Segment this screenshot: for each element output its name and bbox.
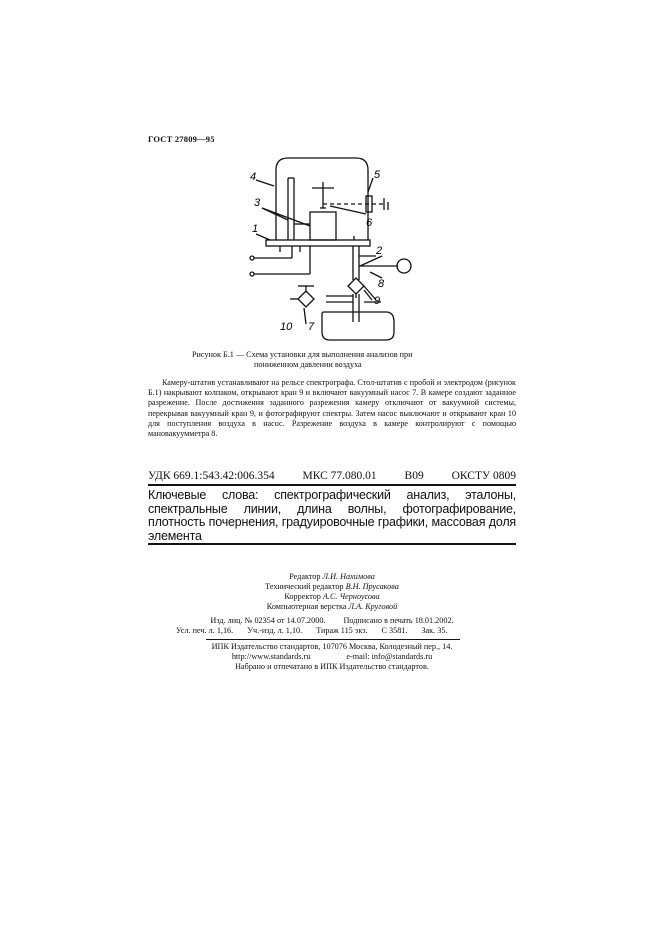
label-5: 5 xyxy=(374,169,381,181)
label-4: 4 xyxy=(250,171,257,183)
bell-jar xyxy=(276,158,368,240)
keywords: Ключевые слова: спектрографический анализ, эталоны, спектральные линии, длина волны, фотографирование, плотность почернения, градуировочные графики, массовая доля элемента xyxy=(148,488,516,543)
publisher-web[interactable]: http://www.standards.ru xyxy=(231,652,311,661)
valve-10 xyxy=(298,291,314,307)
imprint xyxy=(148,616,516,636)
table-plate xyxy=(266,240,370,246)
standard-header: ГОСТ 27809—95 xyxy=(148,134,215,144)
figure-caption xyxy=(192,350,476,370)
divider-bottom xyxy=(148,543,516,545)
publisher-block xyxy=(148,642,516,672)
divider-top xyxy=(148,484,516,486)
vacuum-gauge xyxy=(397,259,411,273)
valve-9 xyxy=(348,278,364,294)
group-code: В09 xyxy=(404,470,424,482)
imprint-divider xyxy=(206,639,460,640)
imprint-line-2: Усл. печ. л. 1,16. Уч.-изд. л. 1,10. Тираж 115 экз. С 3581. Зак. 35. xyxy=(176,626,448,635)
classification-row xyxy=(148,470,516,482)
label-3: 3 xyxy=(254,197,261,209)
label-7: 7 xyxy=(308,321,315,333)
label-1: 1 xyxy=(252,223,259,235)
procedure-paragraph: Камеру-штатив устанавливают на рельсе спектрографа. Стол-штатив с пробой и электродом (рисунок Б.1) накрывают колпаком, открывают кран 9 и включают вакуумный насос 7. В камере создают заданное разрежение. После достижения заданного разрежения камеру отключают от вакуумной системы, перекрывая вакуумный кран 9, и фотографируют спектры. Затем насос выключают и открывают кран 10 для поступления воздуха в насос. Разрежение воздуха в камере контролируют с помощью мановакуумметра 8. xyxy=(148,378,516,439)
label-6: 6 xyxy=(366,217,373,229)
imprint-line-1: Изд. лиц. № 02354 от 14.07.2000. Подписано в печать 18.01.2002. xyxy=(210,616,454,625)
editor-line: Редактор Л.И. Нахимова xyxy=(289,572,375,581)
editorial-credits xyxy=(148,572,516,612)
caption-line-1: Рисунок Б.1 — Схема установки для выполнения анализов при xyxy=(192,350,413,359)
apparatus-diagram xyxy=(236,152,436,342)
okstu-code: ОКСТУ 0809 xyxy=(451,470,516,482)
publisher-email[interactable]: e-mail: info@standards.ru xyxy=(346,652,433,661)
publisher-address: ИПК Издательство стандартов, 107076 Москва, Колодезный пер., 14. xyxy=(211,642,453,651)
sample-holder xyxy=(310,212,336,240)
publisher-contacts xyxy=(148,652,516,662)
label-8: 8 xyxy=(378,278,385,290)
layout-line: Компьютерная верстка Л.А. Круговой xyxy=(266,602,398,611)
label-2: 2 xyxy=(376,245,383,257)
mks-code: МКС 77.080.01 xyxy=(302,470,377,482)
printed-by: Набрано и отпечатано в ИПК Издательство стандартов. xyxy=(235,662,429,671)
caption-line-2: пониженном давлении воздуха xyxy=(254,360,362,369)
udk-code: УДК 669.1:543.42:006.354 xyxy=(148,470,275,482)
corrector-line: Корректор А.С. Черноусова xyxy=(284,592,380,601)
vacuum-pump xyxy=(322,312,394,340)
label-9: 9 xyxy=(374,295,381,307)
label-10: 10 xyxy=(280,321,293,333)
tech-editor-line: Технический редактор В.Н. Прусакова xyxy=(265,582,399,591)
